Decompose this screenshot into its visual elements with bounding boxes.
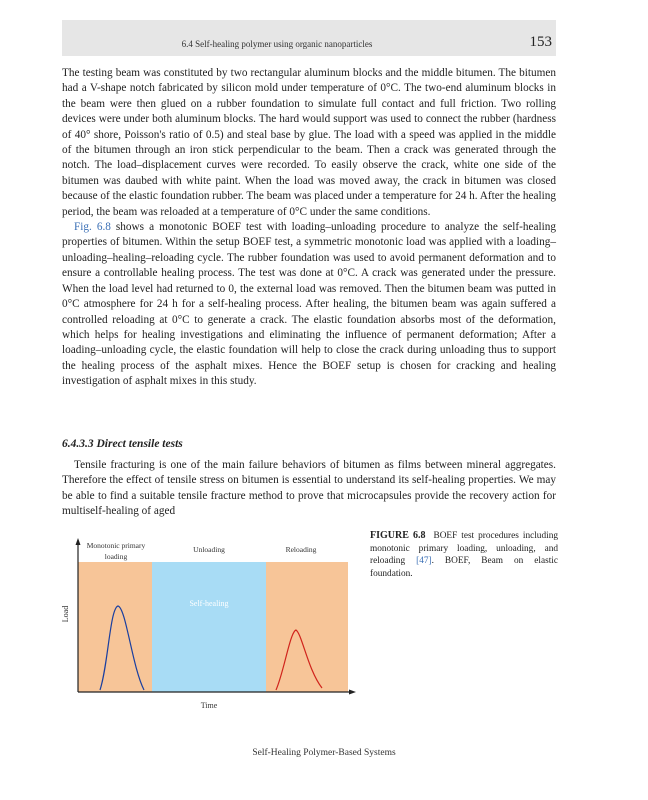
boef-diagram (60, 536, 362, 712)
caption-citation-link[interactable]: [47] (416, 556, 432, 567)
caption-text-end: . BOEF, Beam on elastic foundation. (370, 556, 558, 579)
phase-label-loading: Monotonic primary (86, 541, 146, 550)
figure-caption (370, 530, 558, 580)
figure-6-8 (60, 536, 362, 712)
paragraph-2-text: shows a monotonic BOEF test with loading–unloading procedure to analyze the self-healing properties of bitumen. Within the setup BOEF test, a symmetric monotonic load was applied with a loading–unloading–healing–reloading cycle. The rubber foundation was used to avoid permanent deformation and to ensure a controllable healing process. The test was done at 0°C. A crack was generated under the pressure. When the load level had returned to 0, the external load was removed. Then the bitumen beam was putted in 0°C atmosphere for 24 h for a self-healing process. After healing, the bitumen beam was again suffered a controlled reloading at 0°C to generate a crack. The elastic foundation absorbs most of the deformation, which helps for healing investigations and eliminating the influence of permanent deformation; After a loading–unloading cycle, the elastic foundation will help to close the crack during unloading thus to support the healing process of the asphalt mixes. Hence the BOEF setup is chosen for cracking and healing investigation of asphalt mixes in this study. (62, 221, 556, 388)
body-lower (62, 458, 556, 520)
book-footer: Self-Healing Polymer-Based Systems (252, 748, 396, 758)
figure-reference-link[interactable]: Fig. 6.8 (74, 221, 111, 234)
phase-label-reloading: Reloading (285, 545, 317, 554)
loading-zone (78, 562, 152, 692)
y-axis-label: Load (61, 605, 70, 623)
caption-label: FIGURE 6.8 (370, 530, 426, 541)
paragraph-1: The testing beam was constituted by two rectangular aluminum blocks and the middle bitumen. The bitumen had a V-shape notch fabricated by silicon mold under temperature of 0°C. The two-end aluminum blocks in the beam were then glued on a rubber foundation to simulate full contact and full friction. Two rolling devices were under both aluminum blocks. The hard would support was used to connect the rubber (hardness of 40° shore, Poisson's ratio of 0.5) and steal base by glue. The load with a speed was applied in the middle of the bitumen through an iron stick perpendicular to the beam. Then a crack was generated through the notch. The load–displacement curves were recorded. To easily observe the crack, white one side of the bitumen was daubed with white paint. When the load was moved away, the crack in bitumen was closed because of the elastic foundation rubber. The beam was placed under a temperature for 24 h. After the healing period, the beam was reloaded at a temperature of 0°C under the same conditions. (62, 67, 556, 218)
body-upper (62, 66, 556, 390)
self-healing-label: Self-healing (189, 599, 229, 608)
page-number: 153 (529, 34, 552, 50)
x-axis-arrow (349, 690, 356, 695)
section-heading: 6.4.3.3 Direct tensile tests (62, 438, 183, 450)
y-axis-arrow (76, 538, 81, 545)
phase-label-loading-2: loading (104, 552, 128, 561)
caption-text: BOEF test procedures including monotonic primary loading, unloading, and reloading (370, 531, 558, 567)
paragraph-3: Tensile fracturing is one of the main failure behaviors of bitumen as films between mineral aggregates. Therefore the effect of tensile stress on bitumen is essential to understand its self-healing properties. We may be able to find a suitable tensile fracture method to prove that microcapsules provide the recovery action for multiself-healing of aged (62, 459, 556, 518)
paragraph-2 (62, 220, 556, 389)
running-header (62, 20, 556, 56)
running-title: 6.4 Self-healing polymer using organic nanoparticles (181, 39, 373, 49)
phase-label-unloading: Unloading (193, 545, 225, 554)
reloading-zone (266, 562, 348, 692)
x-axis-label: Time (200, 701, 218, 710)
healing-zone (152, 562, 266, 692)
